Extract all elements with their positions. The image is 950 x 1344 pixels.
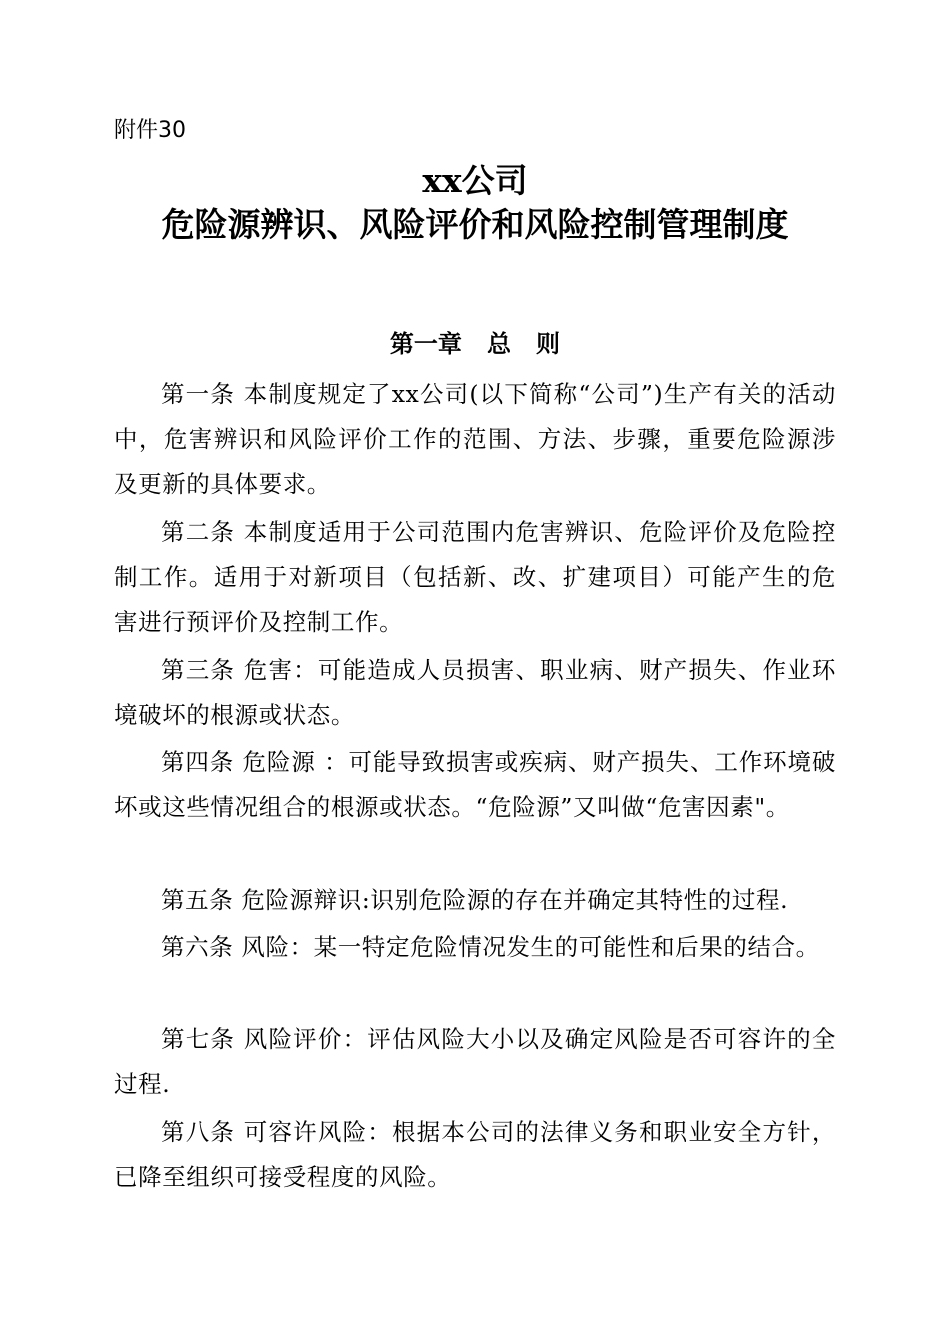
- document-title-company: xx公司: [422, 161, 528, 200]
- article-1: 第一条 本制度规定了xx公司(以下简称“公司”)生产有关的活动中，危害辨识和风险评价工作的范围、方法、步骤，重要危险源涉及更新的具体要求。: [114, 380, 836, 498]
- document-title-main: 危险源辨识、风险评价和风险控制管理制度: [161, 205, 789, 244]
- article-8: 第八条 可容许风险：根据本公司的法律义务和职业安全方针，已降至组织可接受程度的风险。: [114, 1118, 836, 1191]
- annex-label: 附件30: [114, 118, 186, 143]
- chapter-heading: 第一章 总 则: [389, 330, 561, 358]
- article-3: 第三条 危害：可能造成人员损害、职业病、财产损失、作业环境破坏的根源或状态。: [114, 656, 836, 729]
- article-7: 第七条 风险评价：评估风险大小以及确定风险是否可容许的全过程.: [114, 1025, 836, 1098]
- article-5: 第五条 危险源辩识:识别危险源的存在并确定其特性的过程.: [161, 886, 789, 914]
- article-2: 第二条 本制度适用于公司范围内危害辨识、危险评价及危险控制工作。适用于对新项目（包括新、改、扩建项目）可能产生的危害进行预评价及控制工作。: [114, 518, 836, 636]
- article-4: 第四条 危险源 ：可能导致损害或疾病、财产损失、工作环境破坏或这些情况组合的根源或状态。“危险源”又叫做“危害因素"。: [114, 748, 836, 821]
- article-6: 第六条 风险：某一特定危险情况发生的可能性和后果的结合。: [161, 933, 820, 961]
